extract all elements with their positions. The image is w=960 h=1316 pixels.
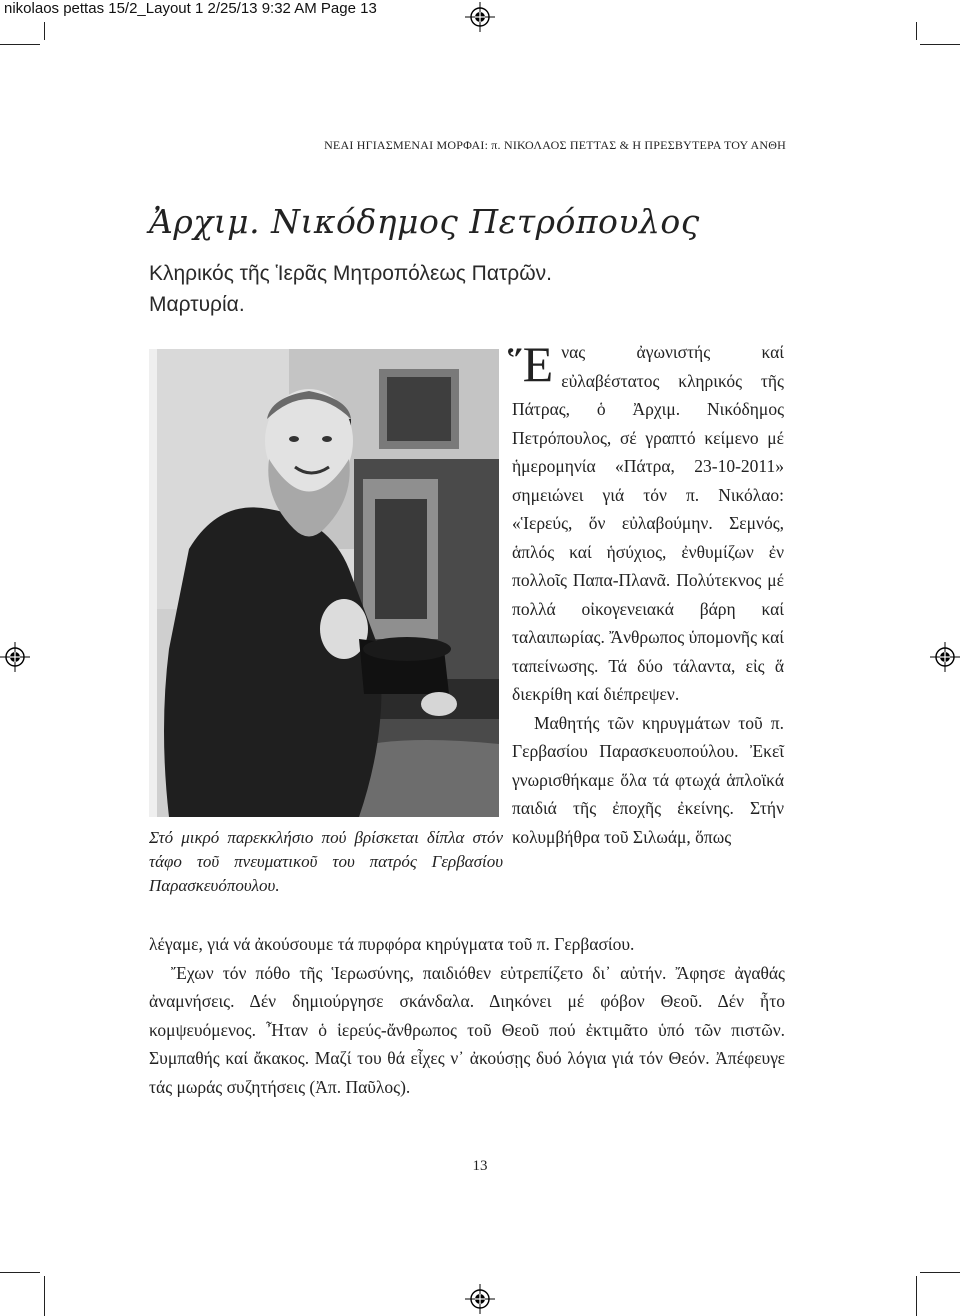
registration-mark-bottom-icon	[465, 1284, 495, 1314]
trim-mark	[916, 22, 917, 40]
trim-mark	[920, 1272, 960, 1273]
page-title: Ἀρχιμ. Νικόδημος Πετρόπουλος	[149, 202, 700, 241]
running-head: ΝΕΑΙ ΗΓΙΑΣΜΕΝΑΙ ΜΟΡΦΑΙ: π. ΝΙΚΟΛΑΟΣ ΠΕΤΤΑΣ & Η ΠΡΕΣΒΥΤΕΡΑ ΤΟΥ ΑΝΘΗ	[324, 138, 786, 152]
paragraph: Μαθητής τῶν κηρυγμάτων τοῦ π. Γερβασίου Παρασκευοπούλου. Ἐκεῖ γνωρισθήκαμε ὅλα τά φτωχά ἁπλοϊκά παιδιά τῆς ἐποχῆς ἐκείνης. Στήν κολυμβήθρα τοῦ Σιλωάμ, ὅπως	[512, 712, 784, 847]
subtitle-line: Κληρικός τῆς Ἱερᾶς Μητροπόλεως Πατρῶν.	[149, 262, 552, 285]
trim-mark	[44, 22, 45, 40]
print-slug: nikolaos pettas 15/2_Layout 1 2/25/13 9:32 AM Page 13	[4, 0, 377, 17]
page-number: 13	[472, 1158, 488, 1174]
paragraph: λέγαμε, γιά νά ἀκούσουμε τά πυρφόρα κηρύγματα τοῦ π. Γερβασίου.	[149, 934, 635, 954]
registration-mark-right-icon	[930, 642, 960, 672]
photo-caption: Στό μικρό παρεκκλήσιο πού βρίσκεται δίπλα στόν τάφο τοῦ πνευματικοῦ του πατρός Γερβασίου Παρασκευόπουλου.	[149, 828, 503, 895]
text-column	[508, 336, 784, 851]
text-body	[149, 930, 785, 1101]
paragraph	[508, 336, 784, 709]
trim-mark	[44, 1276, 45, 1316]
trim-mark	[0, 44, 40, 45]
registration-mark-left-icon	[0, 642, 30, 672]
paragraph: Ἔχων τόν πόθο τῆς Ἱερωσύνης, παιδιόθεν εὐτρεπίζετο δι᾽ αὐτήν. Ἄφησε ἀγαθάς ἀναμνήσεις. Δέν δημιούργησε σκάνδαλα. Διηκόνει μέ φόβον Θεοῦ. Δέν ἦτο κομψευόμενος. Ἦταν ὁ ἱερεύς-ἄνθρωπος τοῦ Θεοῦ πού ἐκτιμᾶτο ὑπό τῶν πιστῶν. Συμπαθής καί ἄκακος. Μαζί του θά εἶχες ν᾽ ἀκούσῃς δυό λόγια γιά τόν Θεόν. Ἀπέφευγε τάς μωράς συζητήσεις (Ἀπ. Παῦλος).	[149, 962, 785, 1097]
photograph	[149, 349, 499, 817]
registration-mark-top-icon	[465, 2, 495, 32]
trim-mark	[916, 1276, 917, 1316]
subtitle-line: Μαρτυρία.	[149, 293, 245, 316]
trim-mark	[920, 44, 960, 45]
trim-mark	[0, 1272, 40, 1273]
paragraph-text: νας ἀγωνιστής καί εὐλαβέστατος κληρικός τῆς Πάτρας, ὁ Ἀρχιμ. Νικόδημος Πετρόπουλος, σέ γραπτό κείμενο μέ ἡμερομηνία «Πάτρα, 23-10-2011» σημειώνει γιά τόν π. Νικόλαο: «Ἱερεύς, ὅν εὐλαβούμην. Σεμνός, ἁπλός καί ἡσύχιος, ἐνθυμίζων ἐν πολλοῖς Παπα-Πλανᾶ. Πολύτεκνος μέ πολλά οἰκογενειακά βάρη καί ταλαιπωρίας. Ἄνθρωπος ὑπομονῆς καί ταπείνωσης. Τά δύο τάλαντα, εἰς ἅ διεκρίθη καί διέπρεψεν.	[512, 342, 784, 704]
drop-cap: Ἕ	[508, 336, 554, 392]
subtitle	[149, 258, 669, 320]
